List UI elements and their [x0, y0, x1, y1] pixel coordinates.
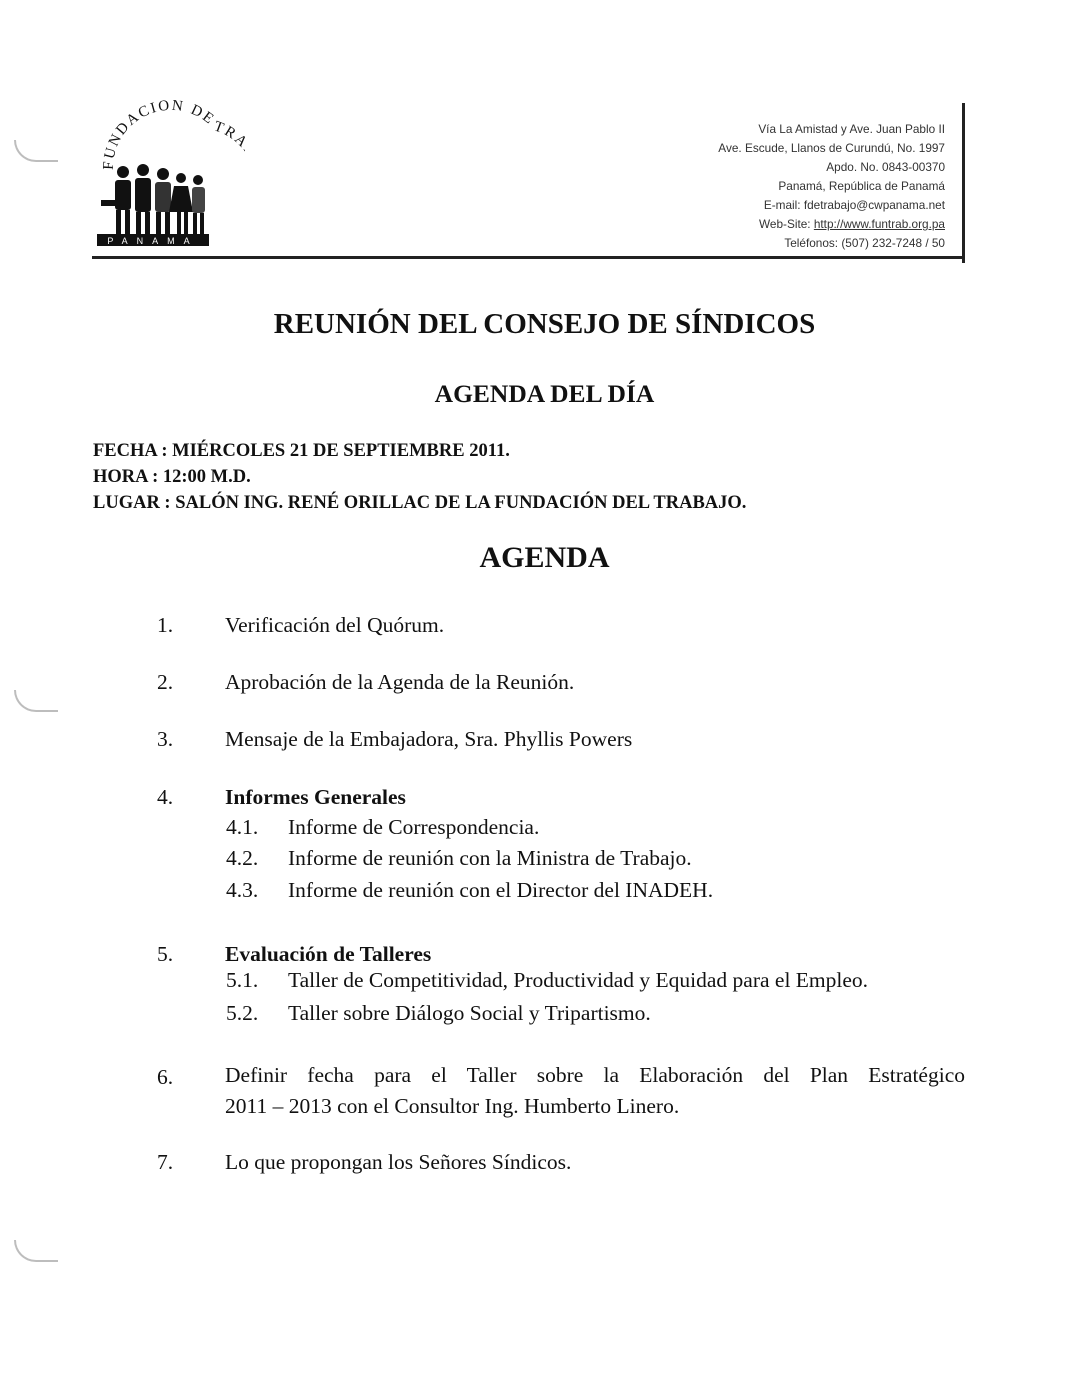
item-number: 5. [157, 942, 174, 966]
workers-icon [101, 164, 205, 234]
contact-info [525, 120, 945, 250]
meeting-time: HORA : 12:00 M.D. [93, 467, 251, 487]
website-line [525, 215, 945, 234]
svg-text:TRABAJO [212, 119, 245, 192]
agenda-item-6-line-2: 2011 – 2013 con el Consultor Ing. Humberto Linero. [225, 1094, 680, 1118]
subitem-number: 4.3. [226, 878, 259, 902]
header-vertical-rule [962, 103, 965, 263]
address-line-2: Ave. Escude, Llanos de Curundú, No. 1997 [718, 141, 945, 155]
meeting-place: LUGAR : SALÓN ING. RENÉ ORILLAC DE LA FUNDACIÓN DEL TRABAJO. [93, 493, 747, 513]
agenda-item-6-line-1: Definir fecha para el Taller sobre la Elaboración del Plan Estratégico [225, 1063, 965, 1087]
phone-line: Teléfonos: (507) 232-7248 / 50 [784, 236, 945, 250]
logo-bottom-text: PANAMA [107, 236, 199, 246]
agenda-item-4: Informes Generales [225, 785, 406, 809]
subitem-number: 5.2. [226, 1001, 259, 1025]
agenda-subitem-5-2: Taller sobre Diálogo Social y Tripartismo. [288, 1001, 651, 1025]
po-box: Apdo. No. 0843-00370 [826, 160, 945, 174]
website-label: Web-Site: [758, 217, 814, 231]
item-number: 2. [157, 670, 174, 694]
item-number: 1. [157, 613, 174, 637]
item-number: 4. [157, 785, 174, 809]
scan-mark [14, 1240, 58, 1262]
agenda-heading: AGENDA [479, 541, 610, 574]
foundation-logo [95, 100, 245, 248]
subitem-number: 5.1. [226, 968, 259, 992]
scan-mark [14, 690, 58, 712]
subitem-number: 4.2. [226, 846, 259, 870]
logo-arc-top: FUNDACION DE [100, 100, 218, 171]
address-line-1: Vía La Amistad y Ave. Juan Pablo II [758, 122, 945, 136]
agenda-item-5: Evaluación de Talleres [225, 942, 432, 966]
email-line: E-mail: fdetrabajo@cwpanama.net [763, 198, 945, 212]
svg-text:FUNDACION DEL [95, 100, 218, 170]
agenda-item-2: Aprobación de la Agenda de la Reunión. [225, 670, 575, 694]
header-horizontal-rule [92, 256, 965, 259]
item-number: 6. [157, 1065, 174, 1089]
agenda-subitem-4-2: Informe de reunión con la Ministra de Trabajo. [288, 846, 692, 870]
agenda-item-1: Verificación del Quórum. [225, 613, 445, 637]
scan-mark [14, 140, 58, 162]
website-link[interactable]: http://www.funtrab.org.pa [813, 217, 945, 231]
item-number: 3. [157, 727, 174, 751]
agenda-subitem-4-3: Informe de reunión con el Director del INADEH. [288, 878, 714, 902]
country-line: Panamá, República de Panamá [778, 179, 945, 193]
document-title: REUNIÓN DEL CONSEJO DE SÍNDICOS [273, 308, 816, 340]
meeting-date: FECHA : MIÉRCOLES 21 DE SEPTIEMBRE 2011. [93, 441, 510, 461]
agenda-item-3: Mensaje de la Embajadora, Sra. Phyllis Powers [225, 727, 633, 751]
agenda-subitem-5-1: Taller de Competitividad, Productividad y Equidad para el Empleo. [288, 968, 869, 992]
subitem-number: 4.1. [226, 815, 259, 839]
item-number: 7. [157, 1150, 174, 1174]
logo-arc-side: TR [211, 118, 241, 144]
agenda-item-7: Lo que propongan los Señores Síndicos. [225, 1150, 572, 1174]
agenda-subitem-4-1: Informe de Correspondencia. [288, 815, 540, 839]
document-subtitle: AGENDA DEL DÍA [434, 379, 655, 408]
